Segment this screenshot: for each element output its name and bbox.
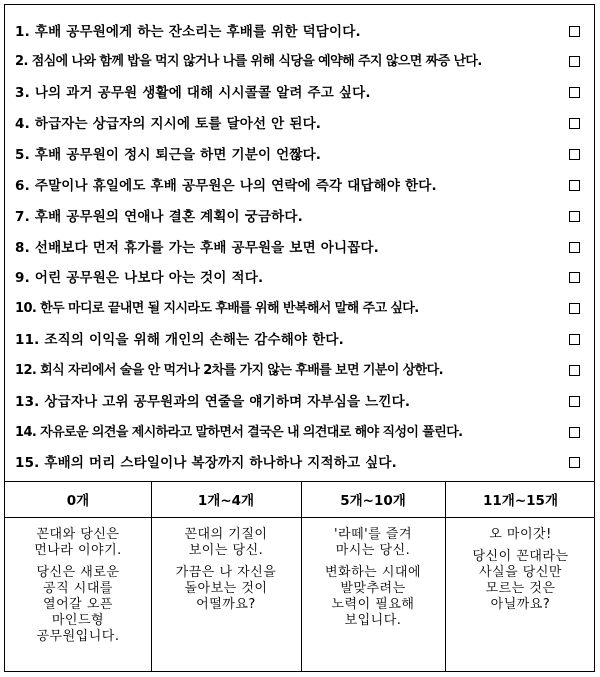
checklist-item-number: 2. <box>15 54 28 69</box>
checklist-item <box>5 78 594 108</box>
checklist-items <box>5 5 594 481</box>
checklist-item-text <box>15 356 564 386</box>
checklist-item <box>5 233 594 263</box>
checklist-item-label: 선배보다 먼저 휴가를 가는 후배 공무원을 보면 아니꼽다. <box>34 240 379 256</box>
result-line: 당신이 꼰대라는 <box>472 549 569 564</box>
checklist-item <box>5 171 594 201</box>
checkbox[interactable] <box>569 365 580 376</box>
checklist-item <box>5 109 594 139</box>
checkbox[interactable] <box>569 427 580 438</box>
checklist-item <box>5 356 594 386</box>
checklist-item <box>5 140 594 170</box>
checklist-item-label: 주말이나 휴일에도 후배 공무원은 나의 연락에 즉각 대답해야 한다. <box>34 178 437 194</box>
result-advice <box>301 565 445 629</box>
result-description <box>151 521 301 671</box>
checklist-item-text <box>15 47 564 77</box>
result-summary <box>5 527 151 559</box>
result-line: 사실을 당신만 <box>479 565 562 580</box>
result-line: 공무원입니다. <box>36 629 120 644</box>
checklist-item-label: 상급자나 고위 공무원과의 연줄을 얘기하며 자부심을 느낀다. <box>44 394 411 410</box>
checklist-item-number: 14. <box>15 425 37 440</box>
checklist-item-label: 어린 공무원은 나보다 아는 것이 적다. <box>34 270 264 286</box>
result-summary <box>445 527 596 543</box>
checklist-item-label: 후배의 머리 스타일이나 복장까지 하나하나 지적하고 싶다. <box>44 455 397 471</box>
result-range-header: 0개 <box>66 493 90 509</box>
checklist-item-text <box>15 202 564 232</box>
result-line: 먼나라 이야기. <box>34 543 122 558</box>
checklist-item <box>5 294 594 324</box>
checklist-item <box>5 387 594 417</box>
checklist-item-text <box>15 418 564 448</box>
result-line: 꼰대의 기질이 <box>184 527 268 542</box>
result-line: 노력이 필요해 <box>331 597 415 612</box>
checklist-sheet <box>4 4 595 672</box>
checklist-item-text <box>15 109 564 139</box>
checklist-item-number: 5. <box>15 147 30 163</box>
checklist-item-text <box>15 325 564 355</box>
result-line: 가끔은 나 자신을 <box>175 565 277 580</box>
result-line: 아닐까요? <box>490 597 551 612</box>
result-advice <box>151 565 301 613</box>
checklist-item-text <box>15 387 564 417</box>
checklist-item <box>5 17 594 47</box>
result-description <box>301 521 445 671</box>
result-line: 돌아보는 것이 <box>184 581 268 596</box>
result-summary <box>151 527 301 559</box>
checklist-item <box>5 418 594 448</box>
result-line: 마인드형 <box>51 613 105 628</box>
checklist-item <box>5 202 594 232</box>
checklist-item <box>5 448 594 478</box>
checklist-item-label: 점심에 나와 함께 밥을 먹지 않거나 나를 위해 식당을 예약해 주지 않으면 짜증 난다. <box>31 54 482 69</box>
checkbox[interactable] <box>569 180 580 191</box>
checklist-item <box>5 325 594 355</box>
checklist-item-text <box>15 448 564 478</box>
checkbox[interactable] <box>569 303 580 314</box>
result-line: 오 마이갓! <box>489 527 552 542</box>
checklist-item-text <box>15 171 564 201</box>
checklist-item-label: 하급자는 상급자의 지시에 토를 달아선 안 된다. <box>34 116 322 132</box>
checkbox[interactable] <box>569 56 580 67</box>
checklist-item-number: 9. <box>15 270 30 286</box>
checklist-item-number: 11. <box>15 332 40 348</box>
result-line: 보이는 당신. <box>188 543 264 558</box>
checklist-item-number: 8. <box>15 240 30 256</box>
checklist-item-text <box>15 233 564 263</box>
result-line: 어떨까요? <box>196 597 256 612</box>
result-line: 모르는 것은 <box>485 581 556 596</box>
result-description <box>445 521 596 671</box>
checkbox[interactable] <box>569 334 580 345</box>
checklist-item-text <box>15 263 564 293</box>
result-line: 변화하는 시대에 <box>324 565 422 580</box>
result-range-header: 1개~4개 <box>197 493 255 509</box>
checkbox[interactable] <box>569 149 580 160</box>
checklist-item-label: 나의 과거 공무원 생활에 대해 시시콜콜 알려 주고 싶다. <box>34 85 371 101</box>
result-line: 열어갈 오픈 <box>43 597 113 612</box>
checkbox[interactable] <box>569 396 580 407</box>
results-grid <box>5 481 594 671</box>
checklist-item-number: 3. <box>15 85 30 101</box>
checkbox[interactable] <box>569 26 580 37</box>
checklist-item-label: 후배 공무원이 정시 퇴근을 하면 기분이 언짢다. <box>34 147 322 163</box>
checklist-item-label: 자유로운 의견을 제시하라고 말하면서 결국은 내 의견대로 해야 직성이 풀린다. <box>40 425 463 440</box>
checklist-item-label: 후배 공무원에게 하는 잔소리는 후배를 위한 덕담이다. <box>34 24 361 40</box>
result-line: 공직 시대를 <box>43 581 113 596</box>
result-advice <box>5 565 151 645</box>
checklist-item-label: 후배 공무원의 연애나 결혼 계획이 궁금하다. <box>34 209 303 225</box>
checklist-item-number: 13. <box>15 394 40 410</box>
checklist-item-number: 1. <box>15 24 30 40</box>
checklist-item-label: 조직의 이익을 위해 개인의 손해는 감수해야 한다. <box>44 332 344 348</box>
checkbox[interactable] <box>569 118 580 129</box>
result-line: 보입니다. <box>344 613 402 628</box>
checklist-item-text <box>15 78 564 108</box>
result-line: 발맞추려는 <box>340 581 406 596</box>
checklist-item-text <box>15 294 564 324</box>
checkbox[interactable] <box>569 272 580 283</box>
checklist-item-number: 10. <box>15 301 37 316</box>
checklist-item-number: 6. <box>15 178 30 194</box>
result-line: '라떼'를 즐겨 <box>333 527 413 542</box>
checklist-item-text <box>15 140 564 170</box>
checklist-item <box>5 47 594 77</box>
checklist-item-number: 7. <box>15 209 30 225</box>
checklist-item <box>5 263 594 293</box>
checklist-item-number: 15. <box>15 455 40 471</box>
result-summary <box>301 527 445 559</box>
result-line: 꼰대와 당신은 <box>36 527 120 542</box>
result-line: 당신은 새로운 <box>36 565 120 580</box>
checkbox[interactable] <box>569 457 580 468</box>
checklist-item-number: 12. <box>15 363 37 378</box>
result-range-header: 5개~10개 <box>340 493 406 509</box>
checklist-item-label: 회식 자리에서 술을 안 먹거나 2차를 가지 않는 후배를 보면 기분이 상한다. <box>40 363 443 378</box>
result-description <box>5 521 151 671</box>
checkbox[interactable] <box>569 242 580 253</box>
result-advice <box>445 549 596 613</box>
checklist-item-number: 4. <box>15 116 30 132</box>
checkbox[interactable] <box>569 211 580 222</box>
result-range-header: 11개~15개 <box>483 493 558 509</box>
result-line: 마시는 당신. <box>335 543 411 558</box>
checklist-item-label: 한두 마디로 끝내면 될 지시라도 후배를 위해 반복해서 말해 주고 싶다. <box>40 301 419 316</box>
checklist-item-text <box>15 17 564 47</box>
checkbox[interactable] <box>569 87 580 98</box>
